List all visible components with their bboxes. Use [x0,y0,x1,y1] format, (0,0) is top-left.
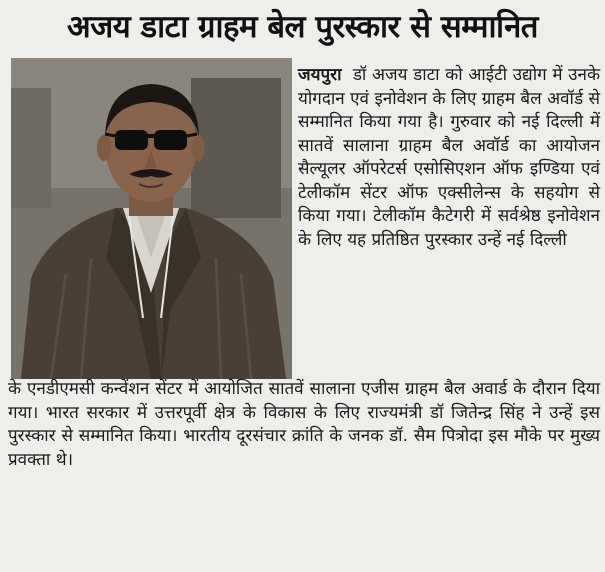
headline: अजय डाटा ग्राहम बेल पुरस्कार से सम्मानित [67,9,538,45]
full-width-text: के एनडीएमसी कन्वेंशन सेंटर में आयोजित सातवें सालाना एजीस ग्राहम बैल अवार्ड के दौरान दिया गया। भारत सरकार में उत्तरपूर्वी क्षेत्र के विकास के लिए राज्यमंत्री डॉ जितेन्द्र सिंह ने उन्हें इस पुरस्कार से सम्मानित किया। भारतीय दूरसंचार क्रांति के जनक डॉ. सैम पित्रोदा इस मौके पर मुख्य प्रवक्ता थे। [8,379,600,470]
portrait-photo [11,58,292,379]
portrait-illustration [11,58,292,379]
article-body-full-width [8,378,600,472]
right-column-text: डॉ अजय डाटा को आईटी उद्योग में उनके योगदान एवं इनोवेशन के लिए ग्राहम बैल अवॉर्ड से सम्मानित किया गया है। गुरुवार को नई दिल्ली में सातवें सालाना ग्राहम बैल अवॉर्ड का आयोजन सैल्यूलर ऑपरेटर्स एसोसिएशन ऑफ इण्डिया एवं टेलीकॉम सेंटर ऑफ एक्सीलेन्स के सहयोग से किया गया। टेलीकॉम कैटेगरी में सर्वश्रेष्ठ इनोवेशन के लिए यह प्रतिष्ठित पुरस्कार उन्हें नई दिल्ली [298,65,600,250]
dateline: जयपुरा [298,65,342,85]
article-body-right-column [298,64,600,252]
